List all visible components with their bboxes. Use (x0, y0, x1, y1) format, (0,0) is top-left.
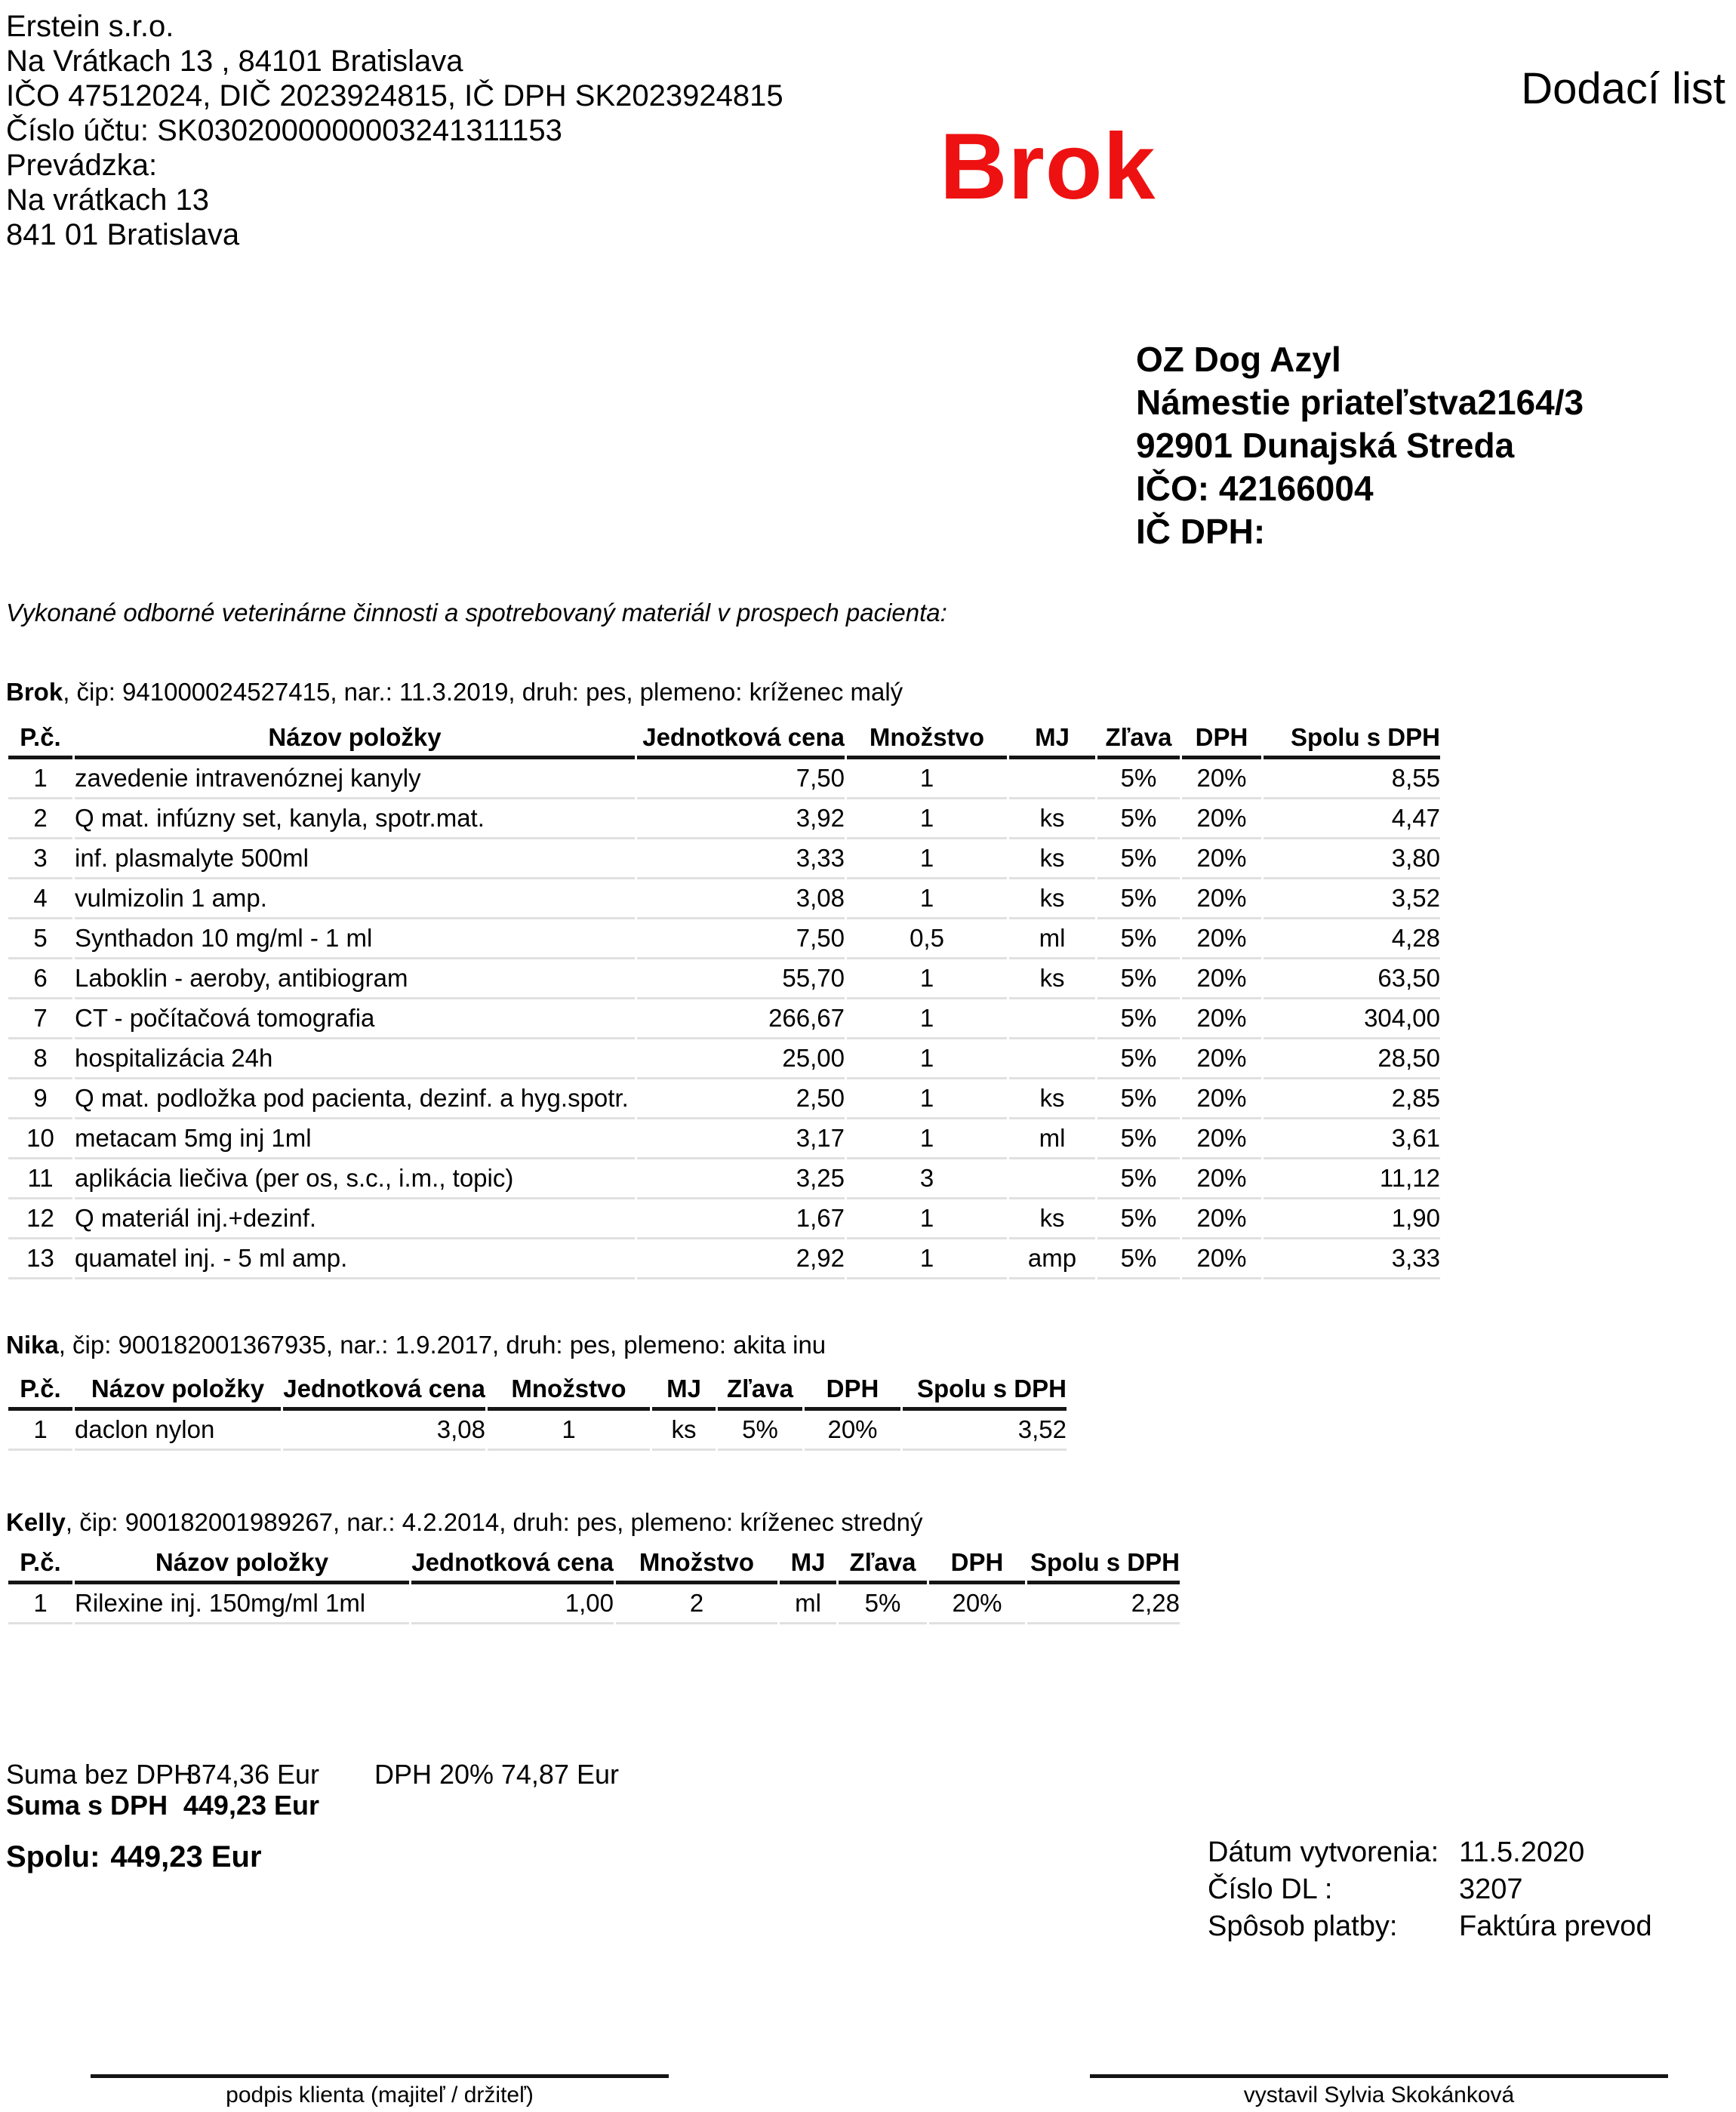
table-cell: ks (1009, 1199, 1095, 1239)
table-cell: 2,85 (1264, 1079, 1440, 1119)
header-pc: P.č. (8, 1544, 72, 1584)
pet-header-brok (6, 678, 903, 707)
pet-details: , čip: 900182001989267, nar.: 4.2.2014, druh: pes, plemeno: kríženec stredný (65, 1508, 923, 1536)
table-cell: 1 (847, 839, 1007, 879)
table-cell: 1,90 (1264, 1199, 1440, 1239)
table-cell: 10 (8, 1119, 72, 1159)
table-cell: 11 (8, 1159, 72, 1199)
patient-name-highlight: Brok (940, 115, 1156, 219)
table-cell (1009, 759, 1095, 799)
table-cell: 20% (1182, 1239, 1261, 1279)
table-cell: amp (1009, 1239, 1095, 1279)
table-cell: 2,50 (637, 1079, 845, 1119)
table-cell: 7,50 (637, 759, 845, 799)
table-cell: ks (1009, 839, 1095, 879)
table-cell (1009, 1159, 1095, 1199)
table-row (8, 1039, 1440, 1079)
suma-bez-dph-value: 374,36 Eur (186, 1759, 319, 1790)
table-cell: 20% (1182, 1119, 1261, 1159)
table-cell: 3,08 (283, 1411, 485, 1451)
recipient-block (1136, 338, 1584, 553)
recipient-icdph: IČ DPH: (1136, 512, 1266, 551)
header-mj: MJ (1009, 719, 1095, 759)
table-cell: 20% (1182, 959, 1261, 999)
recipient-ico: IČO: 42166004 (1136, 469, 1374, 508)
table-row (8, 799, 1440, 839)
table-cell: 20% (1182, 999, 1261, 1039)
table-cell: 12 (8, 1199, 72, 1239)
header-spolu: Spolu s DPH (1027, 1544, 1180, 1584)
table-cell: 5% (1097, 839, 1180, 879)
table-cell: 266,67 (637, 999, 845, 1039)
table-cell: daclon nylon (75, 1411, 281, 1451)
table-cell: 5% (1097, 999, 1180, 1039)
items-table-nika (6, 1371, 1069, 1451)
table-cell: ml (1009, 1119, 1095, 1159)
meta-block (1208, 1834, 1652, 1945)
pet-name: Kelly (6, 1508, 66, 1536)
table-cell: Rilexine inj. 150mg/ml 1ml (75, 1584, 409, 1624)
table-body (8, 1411, 1067, 1451)
table-cell: 11,12 (1264, 1159, 1440, 1199)
table-cell: 13 (8, 1239, 72, 1279)
table-cell: ks (652, 1411, 716, 1451)
table-cell: 20% (1182, 879, 1261, 919)
table-body (8, 1584, 1180, 1624)
header-dph: DPH (805, 1371, 900, 1411)
supplier-name: Erstein s.r.o. (6, 10, 174, 43)
table-row (8, 879, 1440, 919)
table-row (8, 1199, 1440, 1239)
recipient-city: 92901 Dunajská Streda (1136, 426, 1515, 465)
client-signature-line: podpis klienta (majiteľ / držiteľ) (91, 2074, 669, 2108)
pet-header-kelly (6, 1508, 923, 1537)
table-cell: 5% (1097, 1079, 1180, 1119)
table-cell: 20% (1182, 759, 1261, 799)
table-cell: 5% (1097, 759, 1180, 799)
table-cell: 20% (1182, 1039, 1261, 1079)
table-cell: 4,47 (1264, 799, 1440, 839)
table-cell: 3,17 (637, 1119, 845, 1159)
header-mj: MJ (780, 1544, 836, 1584)
table-row (8, 839, 1440, 879)
header-mnozstvo: Množstvo (616, 1544, 777, 1584)
table-cell: 3,92 (637, 799, 845, 839)
header-pc: P.č. (8, 1371, 72, 1411)
table-cell: 3,25 (637, 1159, 845, 1199)
table-header-row (8, 1544, 1180, 1584)
table-cell: 5% (1097, 1039, 1180, 1079)
table-cell: 5 (8, 919, 72, 959)
table-cell: inf. plasmalyte 500ml (75, 839, 635, 879)
table-cell: 3,52 (1264, 879, 1440, 919)
table-cell: 8 (8, 1039, 72, 1079)
dl-number-label: Číslo DL : (1208, 1873, 1333, 1905)
header-dph: DPH (1182, 719, 1261, 759)
table-header-row (8, 1371, 1067, 1411)
document-title: Dodací list (1521, 64, 1725, 113)
table-cell: Q mat. infúzny set, kanyla, spotr.mat. (75, 799, 635, 839)
table-cell: Q materiál inj.+dezinf. (75, 1199, 635, 1239)
recipient-street: Námestie priateľstva2164/3 (1136, 383, 1584, 422)
table-cell: 5% (1097, 1239, 1180, 1279)
table-cell: 20% (805, 1411, 900, 1451)
table-cell: 2,92 (637, 1239, 845, 1279)
header-nazov: Názov položky (75, 1371, 281, 1411)
header-spolu: Spolu s DPH (903, 1371, 1067, 1411)
table-cell: 5% (1097, 1119, 1180, 1159)
table-cell: 1,00 (411, 1584, 614, 1624)
supplier-branch-city: 841 01 Bratislava (6, 218, 240, 251)
supplier-block (6, 9, 783, 252)
table-cell: ml (1009, 919, 1095, 959)
table-cell: 1 (847, 759, 1007, 799)
total-line (6, 1840, 262, 1874)
pet-header-nika (6, 1331, 826, 1359)
recipient-name: OZ Dog Azyl (1136, 340, 1341, 379)
table-cell: 4,28 (1264, 919, 1440, 959)
table-cell: 0,5 (847, 919, 1007, 959)
table-cell: 7 (8, 999, 72, 1039)
table-cell: 5% (1097, 799, 1180, 839)
table-cell: 20% (1182, 919, 1261, 959)
table-cell: 3,08 (637, 879, 845, 919)
table-cell: 20% (1182, 799, 1261, 839)
header-mnozstvo: Množstvo (488, 1371, 650, 1411)
table-header-row (8, 719, 1440, 759)
table-cell: CT - počítačová tomografia (75, 999, 635, 1039)
issuer-signature-line: vystavil Sylvia Skokánková (1090, 2074, 1668, 2108)
table-cell: ml (780, 1584, 836, 1624)
table-row (8, 1239, 1440, 1279)
date-value: 11.5.2020 (1459, 1836, 1585, 1868)
table-cell: 1 (847, 799, 1007, 839)
table-cell: 20% (1182, 1199, 1261, 1239)
table-cell: ks (1009, 799, 1095, 839)
supplier-ids: IČO 47512024, DIČ 2023924815, IČ DPH SK2023924815 (6, 79, 783, 112)
header-spolu: Spolu s DPH (1264, 719, 1440, 759)
supplier-branch-street: Na vrátkach 13 (6, 183, 210, 217)
table-cell: 1 (847, 1119, 1007, 1159)
table-cell: 1 (847, 999, 1007, 1039)
table-cell: 3,33 (637, 839, 845, 879)
table-cell: 1 (8, 759, 72, 799)
table-cell: 1,67 (637, 1199, 845, 1239)
total-label: Spolu: (6, 1840, 100, 1873)
meta-row-date (1208, 1834, 1652, 1871)
table-cell: 5% (1097, 1159, 1180, 1199)
summary-block (6, 1759, 640, 1830)
table-row (8, 959, 1440, 999)
table-cell: 3 (847, 1159, 1007, 1199)
table-cell: Synthadon 10 mg/ml - 1 ml (75, 919, 635, 959)
items-table-kelly (6, 1544, 1182, 1624)
table-cell: 5% (1097, 919, 1180, 959)
table-cell: metacam 5mg inj 1ml (75, 1119, 635, 1159)
table-cell: 4 (8, 879, 72, 919)
table-cell: 5% (839, 1584, 927, 1624)
table-cell: ks (1009, 959, 1095, 999)
table-cell: 8,55 (1264, 759, 1440, 799)
table-cell: 1 (8, 1584, 72, 1624)
table-cell: 5% (1097, 959, 1180, 999)
pet-name: Nika (6, 1331, 59, 1359)
table-row (8, 1119, 1440, 1159)
table-cell: 1 (488, 1411, 650, 1451)
pet-name: Brok (6, 678, 63, 706)
table-row (8, 1159, 1440, 1199)
table-cell: 3,61 (1264, 1119, 1440, 1159)
table-cell: 1 (847, 1039, 1007, 1079)
table-cell: 6 (8, 959, 72, 999)
table-cell: 5% (1097, 879, 1180, 919)
table-row (8, 919, 1440, 959)
table-cell: 20% (1182, 1079, 1261, 1119)
pet-details: , čip: 941000024527415, nar.: 11.3.2019, druh: pes, plemeno: kríženec malý (63, 678, 903, 706)
date-label: Dátum vytvorenia: (1208, 1836, 1439, 1868)
table-cell: 304,00 (1264, 999, 1440, 1039)
table-cell: quamatel inj. - 5 ml amp. (75, 1239, 635, 1279)
table-row (8, 1411, 1067, 1451)
meta-row-payment (1208, 1908, 1652, 1945)
dl-number-value: 3207 (1459, 1873, 1523, 1905)
table-cell: ks (1009, 879, 1095, 919)
header-zlava: Zľava (718, 1371, 802, 1411)
supplier-account: Číslo účtu: SK0302000000003241311153 (6, 114, 562, 147)
supplier-address: Na Vrátkach 13 , 84101 Bratislava (6, 45, 463, 78)
table-cell: hospitalizácia 24h (75, 1039, 635, 1079)
table-cell: Laboklin - aeroby, antibiogram (75, 959, 635, 999)
supplier-branch-label: Prevádzka: (6, 149, 158, 182)
header-jednotkova-cena: Jednotková cena (411, 1544, 614, 1584)
header-nazov: Názov položky (75, 1544, 409, 1584)
table-cell: 9 (8, 1079, 72, 1119)
table-cell: 1 (847, 1079, 1007, 1119)
table-cell: 5% (1097, 1199, 1180, 1239)
header-mnozstvo: Množstvo (847, 719, 1007, 759)
table-cell: 28,50 (1264, 1039, 1440, 1079)
table-cell: 5% (718, 1411, 802, 1451)
table-cell: 1 (847, 1239, 1007, 1279)
table-row (8, 1079, 1440, 1119)
header-jednotkova-cena: Jednotková cena (283, 1371, 485, 1411)
header-pc: P.č. (8, 719, 72, 759)
table-cell: aplikácia liečiva (per os, s.c., i.m., topic) (75, 1159, 635, 1199)
table-cell (1009, 1039, 1095, 1079)
header-mj: MJ (652, 1371, 716, 1411)
table-row (8, 1584, 1180, 1624)
meta-row-dl-number (1208, 1871, 1652, 1908)
total-value: 449,23 Eur (110, 1840, 262, 1873)
table-cell: 3,33 (1264, 1239, 1440, 1279)
intro-line: Vykonané odborné veterinárne činnosti a spotrebovaný materiál v prospech pacienta: (6, 599, 947, 627)
table-cell: 3,80 (1264, 839, 1440, 879)
payment-value: Faktúra prevod (1459, 1910, 1652, 1942)
table-cell: 25,00 (637, 1039, 845, 1079)
table-cell: 2 (8, 799, 72, 839)
dph-label: DPH 20% (374, 1759, 494, 1790)
table-cell: 20% (1182, 1159, 1261, 1199)
table-cell: 7,50 (637, 919, 845, 959)
table-cell: 1 (847, 879, 1007, 919)
suma-bez-dph-label: Suma bez DPH (6, 1759, 194, 1790)
suma-s-dph-label: Suma s DPH (6, 1790, 168, 1821)
table-row (8, 759, 1440, 799)
header-zlava: Zľava (839, 1544, 927, 1584)
table-cell (1009, 999, 1095, 1039)
pet-details: , čip: 900182001367935, nar.: 1.9.2017, druh: pes, plemeno: akita inu (58, 1331, 826, 1359)
table-cell: vulmizolin 1 amp. (75, 879, 635, 919)
suma-s-dph-value: 449,23 Eur (183, 1790, 319, 1821)
table-cell: 3 (8, 839, 72, 879)
table-cell: 2 (616, 1584, 777, 1624)
table-row (8, 999, 1440, 1039)
payment-label: Spôsob platby: (1208, 1910, 1398, 1942)
table-cell: 3,52 (903, 1411, 1067, 1451)
table-cell: ks (1009, 1079, 1095, 1119)
header-dph: DPH (929, 1544, 1025, 1584)
table-cell: 1 (8, 1411, 72, 1451)
table-cell: 2,28 (1027, 1584, 1180, 1624)
table-cell: 63,50 (1264, 959, 1440, 999)
header-jednotkova-cena: Jednotková cena (637, 719, 845, 759)
table-cell: 20% (929, 1584, 1025, 1624)
table-cell: 55,70 (637, 959, 845, 999)
table-cell: 20% (1182, 839, 1261, 879)
header-zlava: Zľava (1097, 719, 1180, 759)
items-table-brok (6, 719, 1442, 1279)
table-cell: 1 (847, 1199, 1007, 1239)
header-nazov: Názov položky (75, 719, 635, 759)
dph-value: 74,87 Eur (500, 1759, 619, 1790)
table-body (8, 759, 1440, 1279)
table-cell: 1 (847, 959, 1007, 999)
table-cell: Q mat. podložka pod pacienta, dezinf. a hyg.spotr. (75, 1079, 635, 1119)
table-cell: zavedenie intravenóznej kanyly (75, 759, 635, 799)
